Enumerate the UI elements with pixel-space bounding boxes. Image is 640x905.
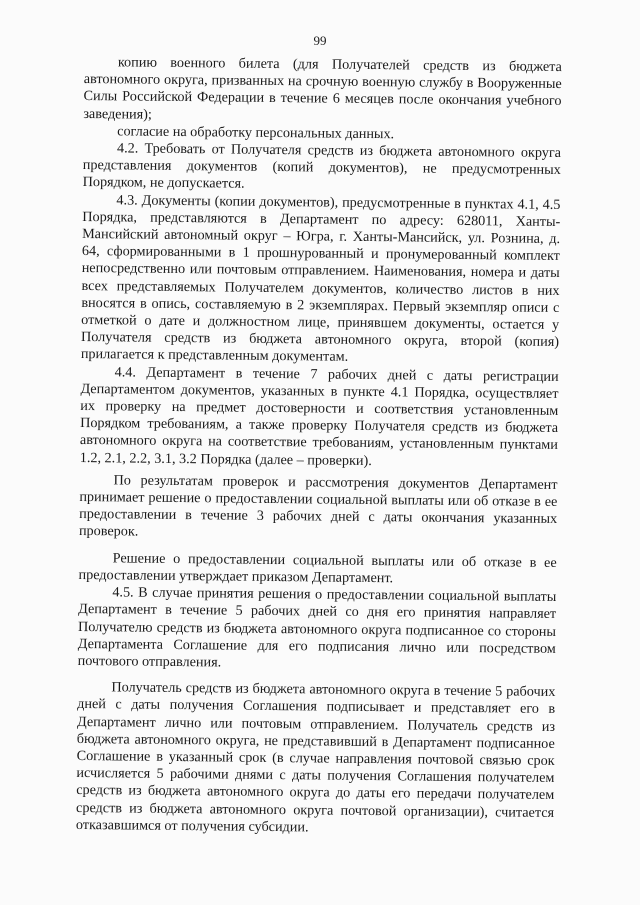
paragraph-agreement-signing: Получатель средств из бюджета автономного округа в течение 5 рабочих дней с даты получения Соглашения подписывает и представляет его в Департамент лично или почтовым отправлением. Получатель средств из бюджета автономного округа, не представивший в Департамент подписанное Соглашение в указанный срок (в случае направления почтовой связью срок исчисляется 5 рабочими днями с даты получения Соглашения получателем средств из бюджета автономного округа до даты его передачи получателем средств из бюджета автономного округа почтовой организации), считается отказавшимся от получения субсидии. <box>75 679 556 836</box>
paragraph-check-results: По результатам проверок и рассмотрения документов Департамент принимает решение о предоставлении социальной выплаты или об отказе в ее предоставлении в течение 3 рабочих дней с даты окончания указанных проверок. <box>78 472 558 541</box>
paragraph-4-3: 4.3. Документы (копии документов), предусмотренные в пунктах 4.1, 4.5 Порядка, представляются в Департамент по адресу: 628011, Ханты-Мансийский автономный округ – Югра, г. Ханты-Мансийск, ул. Рознина, д. 64, сформированными в 1 прошнурованный и пронумерованный комплект непосредственно или почтовым отправлением. Наименования, номера и даты всех представляемых Получателем документов, количество листов в них вносятся в опись, составляемую в 2 экземплярах. Первый экземпляр описи с отметкой о дате и должностном лице, принявшем документы, остается у Получателя средств из бюджета автономного округа, второй (копия) прилагается к представленным документам. <box>80 191 561 366</box>
paragraph-4-4: 4.4. Департамент в течение 7 рабочих дней с даты регистрации Департаментом документов, указанных в пункте 4.1 Порядка, осуществляет их проверку на предмет достоверности и соответствия установленным Порядком требованиям, а также проверку Получателя средств из бюджета автономного округа на соответствие требованиям, установленным пунктами 1.2, 2.1, 2.2, 3.1, 3.2 Порядка (далее – проверки). <box>79 363 559 469</box>
paragraph-decision-order: Решение о предоставлении социальной выплаты или об отказе в ее предоставлении утверждает приказом Департамент. <box>78 550 557 587</box>
paragraph-4-2: 4.2. Требовать от Получателя средств из бюджета автономного округа представления документов (копий документов), не предусмотренных Порядком, не допускается. <box>82 140 562 193</box>
document-body <box>76 54 562 839</box>
paragraph-4-5: 4.5. В случае принятия решения о предоставлении социальной выплаты Департамент в течение 5 рабочих дней со дня его принятия направляет Получателю средств из бюджета автономного округа подписанное со стороны Департамента Соглашение для его подписания лично или посредством почтового отправления. <box>77 584 557 671</box>
paragraph-consent: согласие на обработку персональных данных. <box>117 123 395 143</box>
paragraph-military-id: копию военного билета (для Получателей средств из бюджета автономного округа, призванных на срочную военную службу в Вооруженные Силы Российской Федерации в течение 6 месяцев после окончания учебного заведения); <box>83 54 562 123</box>
page-number: 99 <box>313 33 327 48</box>
